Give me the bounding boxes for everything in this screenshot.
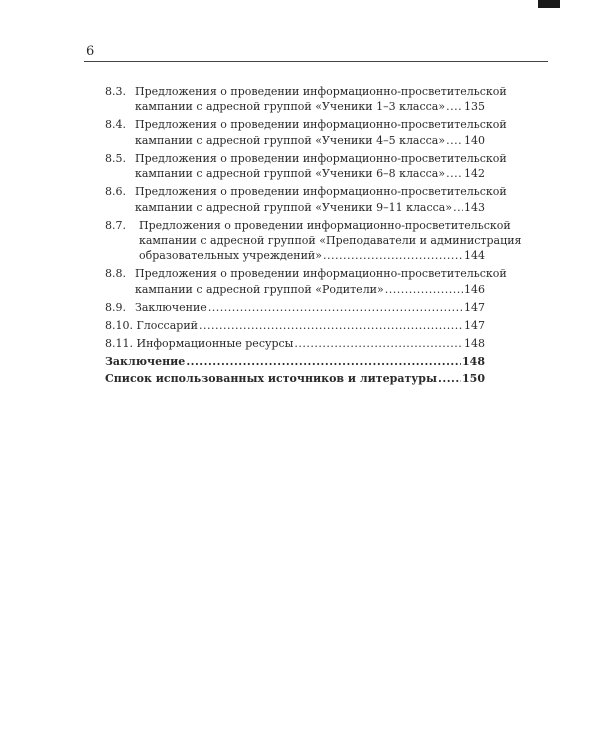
toc-entry-title-line: Предложения о проведении информационно-просветительской bbox=[139, 218, 511, 232]
toc-entry-page: 147 bbox=[464, 300, 485, 314]
dot-leader bbox=[323, 248, 463, 263]
toc-entry-8-7[interactable] bbox=[105, 218, 522, 264]
toc-entry-8-4[interactable] bbox=[105, 117, 507, 148]
corner-mark bbox=[538, 0, 560, 8]
toc-entry-number: 8.7. bbox=[105, 218, 126, 232]
toc-entry-conclusion[interactable] bbox=[105, 354, 485, 369]
toc-entry-8-10[interactable] bbox=[105, 318, 485, 333]
toc-entry-title-line: Глоссарий bbox=[136, 318, 198, 332]
dot-leader bbox=[199, 318, 463, 333]
toc-entry-title-line: Список использованных источников и литературы bbox=[105, 371, 438, 385]
toc-entry-title-line: кампании с адресной группой «Ученики 9–11 класса» bbox=[135, 200, 453, 214]
toc-entry-title-line: кампании с адресной группой «Преподаватели и администрация bbox=[139, 234, 522, 248]
toc-entry-8-3[interactable] bbox=[105, 84, 507, 115]
table-of-contents bbox=[105, 84, 522, 388]
toc-entry-title-line: Заключение bbox=[135, 300, 207, 314]
toc-entry-title-line: образовательных учреждений» bbox=[139, 249, 322, 263]
toc-entry-page: 147 bbox=[464, 318, 485, 332]
toc-entry-page: 150 bbox=[462, 371, 485, 385]
dot-leader bbox=[294, 336, 463, 351]
toc-entry-title-line: кампании с адресной группой «Ученики 1–3 класса» bbox=[135, 100, 446, 114]
dot-leader bbox=[208, 300, 463, 315]
toc-entry-8-6[interactable] bbox=[105, 184, 507, 215]
toc-entry-title-line: кампании с адресной группой «Ученики 4–5 класса» bbox=[135, 133, 446, 147]
toc-entry-title-line: Информационные ресурсы bbox=[136, 336, 294, 350]
toc-entry-8-11[interactable] bbox=[105, 336, 485, 351]
toc-entry-page: 148 bbox=[462, 354, 485, 368]
toc-entry-page: 135 bbox=[464, 100, 485, 114]
toc-entry-number: 8.4. bbox=[105, 118, 126, 132]
toc-entry-8-8[interactable] bbox=[105, 266, 507, 297]
toc-entry-page: 148 bbox=[464, 336, 485, 350]
toc-entry-title-line: кампании с адресной группой «Родители» bbox=[135, 282, 384, 296]
toc-entry-title-line: Предложения о проведении информационно-просветительской bbox=[135, 267, 507, 281]
toc-entry-title-line: Заключение bbox=[105, 354, 186, 368]
toc-entry-8-5[interactable] bbox=[105, 151, 507, 182]
toc-entry-page: 146 bbox=[464, 282, 485, 296]
toc-entry-bibliography[interactable] bbox=[105, 371, 485, 386]
toc-entry-page: 143 bbox=[464, 200, 485, 214]
dot-leader bbox=[446, 166, 463, 181]
toc-entry-title-line: кампании с адресной группой «Ученики 6–8 класса» bbox=[135, 167, 446, 181]
toc-entry-number: 8.10. bbox=[105, 318, 133, 332]
dot-leader bbox=[186, 354, 461, 369]
toc-entry-page: 142 bbox=[464, 167, 485, 181]
dot-leader bbox=[446, 133, 463, 148]
toc-entry-number: 8.6. bbox=[105, 185, 126, 199]
dot-leader bbox=[453, 200, 463, 215]
toc-entry-number: 8.9. bbox=[105, 300, 126, 314]
dot-leader bbox=[446, 99, 463, 114]
dot-leader bbox=[438, 371, 461, 386]
toc-entry-title-line: Предложения о проведении информационно-просветительской bbox=[135, 185, 507, 199]
page-number: 6 bbox=[86, 44, 95, 59]
toc-entry-number: 8.8. bbox=[105, 267, 126, 281]
header-rule bbox=[84, 61, 548, 62]
toc-entry-page: 144 bbox=[464, 249, 485, 263]
toc-entry-number: 8.5. bbox=[105, 151, 126, 165]
toc-entry-8-9[interactable] bbox=[105, 300, 485, 315]
toc-entry-title-line: Предложения о проведении информационно-просветительской bbox=[135, 118, 507, 132]
toc-entry-number: 8.11. bbox=[105, 336, 133, 350]
toc-entry-page: 140 bbox=[464, 133, 485, 147]
toc-entry-title-line: Предложения о проведении информационно-просветительской bbox=[135, 151, 507, 165]
toc-entry-number: 8.3. bbox=[105, 85, 126, 98]
dot-leader bbox=[385, 282, 463, 297]
toc-entry-title-line: Предложения о проведении информационно-просветительской bbox=[135, 85, 507, 98]
